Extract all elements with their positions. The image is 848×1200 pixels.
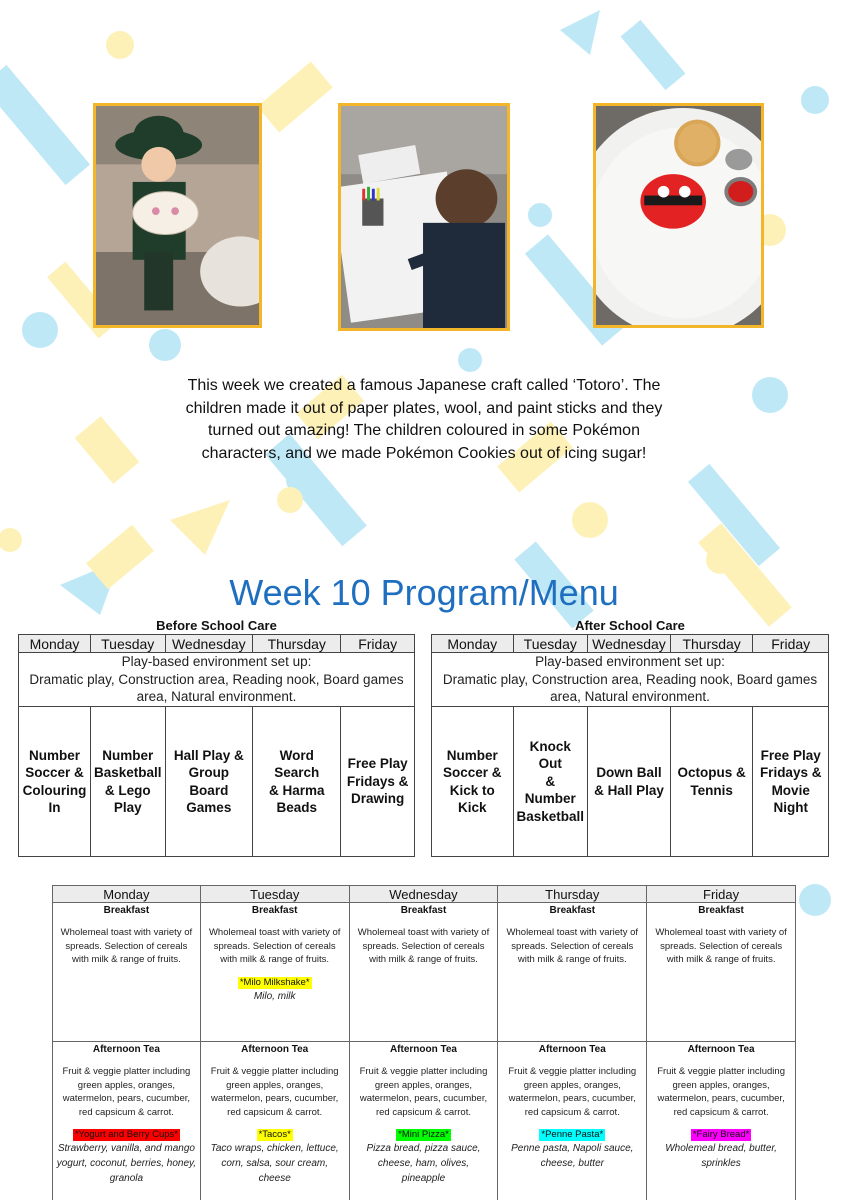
- description-line: Wholemeal toast with variety of: [208, 927, 341, 938]
- menu-cell: [349, 903, 498, 1042]
- activity-line: Night: [773, 800, 808, 815]
- special-ingredients: [204, 989, 346, 1004]
- meal-heading: Breakfast: [698, 905, 744, 916]
- day-header: Monday: [19, 635, 91, 653]
- meal-heading: Breakfast: [251, 905, 298, 916]
- ingredient-line: cheese, ham, olives,: [377, 1158, 470, 1169]
- special-ingredients: [353, 1141, 495, 1186]
- after-school-care-table: [431, 634, 829, 857]
- day-header: Monday: [53, 886, 201, 903]
- description-line: Wholemeal toast with variety of: [655, 927, 787, 938]
- description-line: watermelon, pears, cucumber,: [62, 1093, 191, 1104]
- ingredient-line: cheese: [258, 1173, 291, 1184]
- activity-line: Basketball: [93, 765, 162, 780]
- activity-line: Movie: [771, 782, 810, 798]
- meal-heading: Afternoon Tea: [241, 1044, 309, 1055]
- meal-description: [353, 1065, 495, 1119]
- description-line: with milk & range of fruits.: [666, 954, 776, 965]
- description-line: Fruit & veggie platter including: [657, 1066, 785, 1077]
- activity-cell: [165, 707, 253, 857]
- description-line: green apples, oranges,: [523, 1079, 621, 1091]
- menu-cell: [53, 903, 201, 1042]
- special-ingredients: [650, 1141, 792, 1171]
- description-line: red capsicum & carrot.: [375, 1106, 471, 1118]
- description-line: spreads. Selection of cereals: [362, 940, 485, 952]
- menu-cell: [349, 1042, 498, 1200]
- meal-description: [353, 926, 495, 967]
- description-line: Fruit & veggie platter including: [210, 1066, 339, 1077]
- before-school-care-table: [18, 634, 415, 857]
- meal-description: [501, 1065, 643, 1119]
- meal-heading: Breakfast: [549, 905, 596, 916]
- caption-line: This week we created a famous Japanese craft called ‘Totoro’. The: [187, 377, 661, 394]
- caption-line: characters, and we made Pokémon Cookies out of icing sugar!: [201, 444, 647, 462]
- activity-line: Tennis: [690, 782, 733, 798]
- environment-line: area, Natural environment.: [550, 689, 710, 705]
- description-line: watermelon, pears, cucumber,: [359, 1093, 488, 1104]
- description-line: Fruit & veggie platter including: [508, 1066, 637, 1077]
- ingredient-line: cheese, butter: [540, 1158, 604, 1169]
- activity-line: Games: [186, 800, 232, 815]
- description-line: Wholemeal toast with variety of: [506, 927, 639, 938]
- activity-cell: [90, 707, 165, 857]
- activity-cell: [432, 707, 514, 857]
- activity-line: Colouring: [22, 782, 87, 798]
- day-header: Thursday: [670, 635, 753, 653]
- activity-line: Drawing: [351, 791, 405, 807]
- description-line: watermelon, pears, cucumber,: [657, 1093, 785, 1104]
- ingredient-line: Taco wraps, chicken, lettuce,: [210, 1143, 339, 1154]
- activity-line: Free Play: [347, 756, 408, 772]
- description-line: watermelon, pears, cucumber,: [211, 1093, 339, 1104]
- ingredient-line: granola: [109, 1173, 144, 1184]
- day-header: Friday: [341, 635, 415, 653]
- special-menu-item: *Penne Pasta*: [541, 1129, 604, 1140]
- before-school-care-label: Before School Care: [156, 618, 277, 633]
- activity-line: Play: [113, 800, 142, 815]
- menu-cell: [200, 903, 349, 1042]
- description-line: Wholemeal toast with variety of: [357, 927, 490, 938]
- description-line: green apples, oranges,: [77, 1079, 175, 1091]
- meal-description: [650, 926, 792, 967]
- description-line: red capsicum & carrot.: [673, 1106, 769, 1118]
- activity-line: Free Play: [760, 747, 821, 763]
- day-header: Wednesday: [349, 886, 498, 903]
- meal-description: [204, 1065, 346, 1119]
- special-menu-item: *Mini Pizza*: [398, 1129, 449, 1140]
- photo-child-colouring: [338, 103, 510, 331]
- activity-line: & Hall Play: [594, 782, 664, 798]
- description-line: with milk & range of fruits.: [517, 954, 627, 965]
- activity-line: Hall Play &: [173, 747, 244, 763]
- environment-line: area, Natural environment.: [136, 689, 297, 705]
- weekly-menu-table: [52, 885, 796, 1200]
- environment-line: Dramatic play, Construction area, Reading nook, Board games: [29, 671, 404, 687]
- special-ingredients: [204, 1141, 346, 1186]
- ingredient-line: Milo, milk: [253, 990, 296, 1002]
- caption-line: children made it out of paper plates, wool, and paint sticks and they: [185, 399, 663, 417]
- description-line: red capsicum & carrot.: [524, 1106, 620, 1118]
- activity-cell: [341, 707, 415, 857]
- ingredient-line: yogurt, coconut, berries, honey,: [56, 1158, 197, 1169]
- after-school-care-label: After School Care: [575, 618, 685, 633]
- activity-line: Group Board: [188, 765, 230, 798]
- description-line: watermelon, pears, cucumber,: [508, 1093, 636, 1104]
- activity-line: Number: [446, 747, 498, 763]
- activity-line: Number: [524, 791, 576, 807]
- page-title: Week 10 Program/Menu: [229, 572, 619, 613]
- description-line: spreads. Selection of cereals: [65, 940, 188, 952]
- menu-cell: [647, 1042, 796, 1200]
- description-line: red capsicum & carrot.: [227, 1106, 323, 1118]
- description-line: with milk & range of fruits.: [220, 954, 330, 965]
- meal-heading: Breakfast: [103, 905, 150, 916]
- description-line: green apples, oranges,: [226, 1079, 324, 1091]
- ingredient-line: corn, salsa, sour cream,: [221, 1158, 329, 1169]
- description-line: with milk & range of fruits.: [72, 954, 181, 965]
- day-header: Monday: [432, 635, 514, 653]
- meal-heading: Afternoon Tea: [687, 1044, 755, 1055]
- special-menu-item: *Milo Milkshake*: [239, 976, 310, 988]
- environment-cell: [432, 653, 829, 707]
- environment-cell: [19, 653, 415, 707]
- activity-line: &: [545, 773, 556, 789]
- meal-heading: Afternoon Tea: [92, 1044, 160, 1055]
- special-menu-item: *Fairy Bread*: [692, 1129, 750, 1140]
- description-line: spreads. Selection of cereals: [660, 940, 783, 952]
- description-line: Fruit & veggie platter including: [62, 1066, 191, 1077]
- special-ingredients: [56, 1141, 197, 1186]
- photo-child-totoro-craft: [93, 103, 262, 328]
- menu-cell: [498, 903, 647, 1042]
- menu-cell: [200, 1042, 349, 1200]
- activity-line: Fridays &: [759, 765, 822, 780]
- special-menu-item: *Tacos*: [258, 1129, 291, 1140]
- description-line: green apples, oranges,: [374, 1079, 473, 1091]
- meal-description: [56, 926, 197, 967]
- day-header: Wednesday: [165, 635, 253, 653]
- special-ingredients: [501, 1141, 643, 1171]
- day-header: Wednesday: [588, 635, 671, 653]
- menu-cell: [498, 1042, 647, 1200]
- description-line: with milk & range of fruits.: [369, 954, 478, 965]
- day-header: Tuesday: [90, 635, 165, 653]
- meal-heading: Afternoon Tea: [389, 1044, 457, 1055]
- meal-heading: Afternoon Tea: [538, 1044, 606, 1055]
- description-line: Wholemeal toast with variety of: [60, 927, 193, 938]
- activity-cell: [513, 707, 588, 857]
- activity-line: & Harma: [268, 782, 325, 798]
- menu-cell: [53, 1042, 201, 1200]
- menu-cell: [647, 903, 796, 1042]
- ingredient-line: Pizza bread, pizza sauce,: [366, 1143, 481, 1154]
- activity-cell: [753, 707, 829, 857]
- activity-line: Kick to Kick: [449, 782, 495, 815]
- special-menu-item: *Yogurt and Berry Cups*: [74, 1129, 178, 1140]
- activity-line: In: [48, 800, 61, 815]
- day-header: Friday: [647, 886, 796, 903]
- description-line: spreads. Selection of cereals: [511, 940, 634, 952]
- meal-description: [56, 1065, 197, 1119]
- environment-line: Play-based environment set up:: [121, 654, 312, 670]
- activity-line: Down Ball: [596, 765, 662, 780]
- activity-line: & Lego: [104, 782, 151, 798]
- activity-line: Basketball: [516, 808, 585, 824]
- meal-heading: Breakfast: [400, 905, 447, 916]
- day-header: Thursday: [498, 886, 647, 903]
- activity-line: Fridays &: [346, 773, 409, 789]
- day-header: Friday: [753, 635, 829, 653]
- environment-line: Dramatic play, Construction area, Reading nook, Board games: [442, 671, 818, 687]
- activity-line: Knock Out: [529, 738, 571, 772]
- description-line: spreads. Selection of cereals: [213, 940, 336, 952]
- day-header: Tuesday: [513, 635, 588, 653]
- meal-description: [650, 1065, 792, 1119]
- ingredient-line: sprinkles: [701, 1158, 741, 1169]
- activity-line: Number: [102, 747, 154, 763]
- ingredient-line: Strawberry, vanilla, and mango: [57, 1143, 195, 1154]
- meal-description: [501, 926, 643, 967]
- activity-cell: [253, 707, 341, 857]
- activity-line: Soccer &: [25, 765, 84, 780]
- caption-line: turned out amazing! The children coloured in some Pokémon: [208, 422, 640, 439]
- activity-cell: [588, 707, 671, 857]
- description-line: red capsicum & carrot.: [78, 1106, 174, 1118]
- ingredient-line: pineapple: [401, 1173, 446, 1184]
- day-header: Thursday: [253, 635, 341, 653]
- activity-line: Octopus &: [677, 765, 746, 780]
- environment-line: Play-based environment set up:: [535, 654, 725, 670]
- description-line: Fruit & veggie platter including: [359, 1066, 488, 1077]
- description-line: green apples, oranges,: [672, 1079, 770, 1091]
- meal-description: [204, 926, 346, 967]
- activity-line: Beads: [276, 800, 317, 815]
- photo-pokemon-cookies: [593, 103, 764, 328]
- ingredient-line: Penne pasta, Napoli sauce,: [511, 1143, 634, 1154]
- activity-cell: [670, 707, 753, 857]
- week-summary-caption: [150, 375, 698, 465]
- activity-cell: [19, 707, 91, 857]
- activity-line: Number: [28, 747, 80, 763]
- activity-line: Word Search: [274, 747, 320, 780]
- ingredient-line: Wholemeal bread, butter,: [665, 1143, 777, 1154]
- activity-line: Soccer &: [442, 765, 502, 780]
- day-header: Tuesday: [200, 886, 349, 903]
